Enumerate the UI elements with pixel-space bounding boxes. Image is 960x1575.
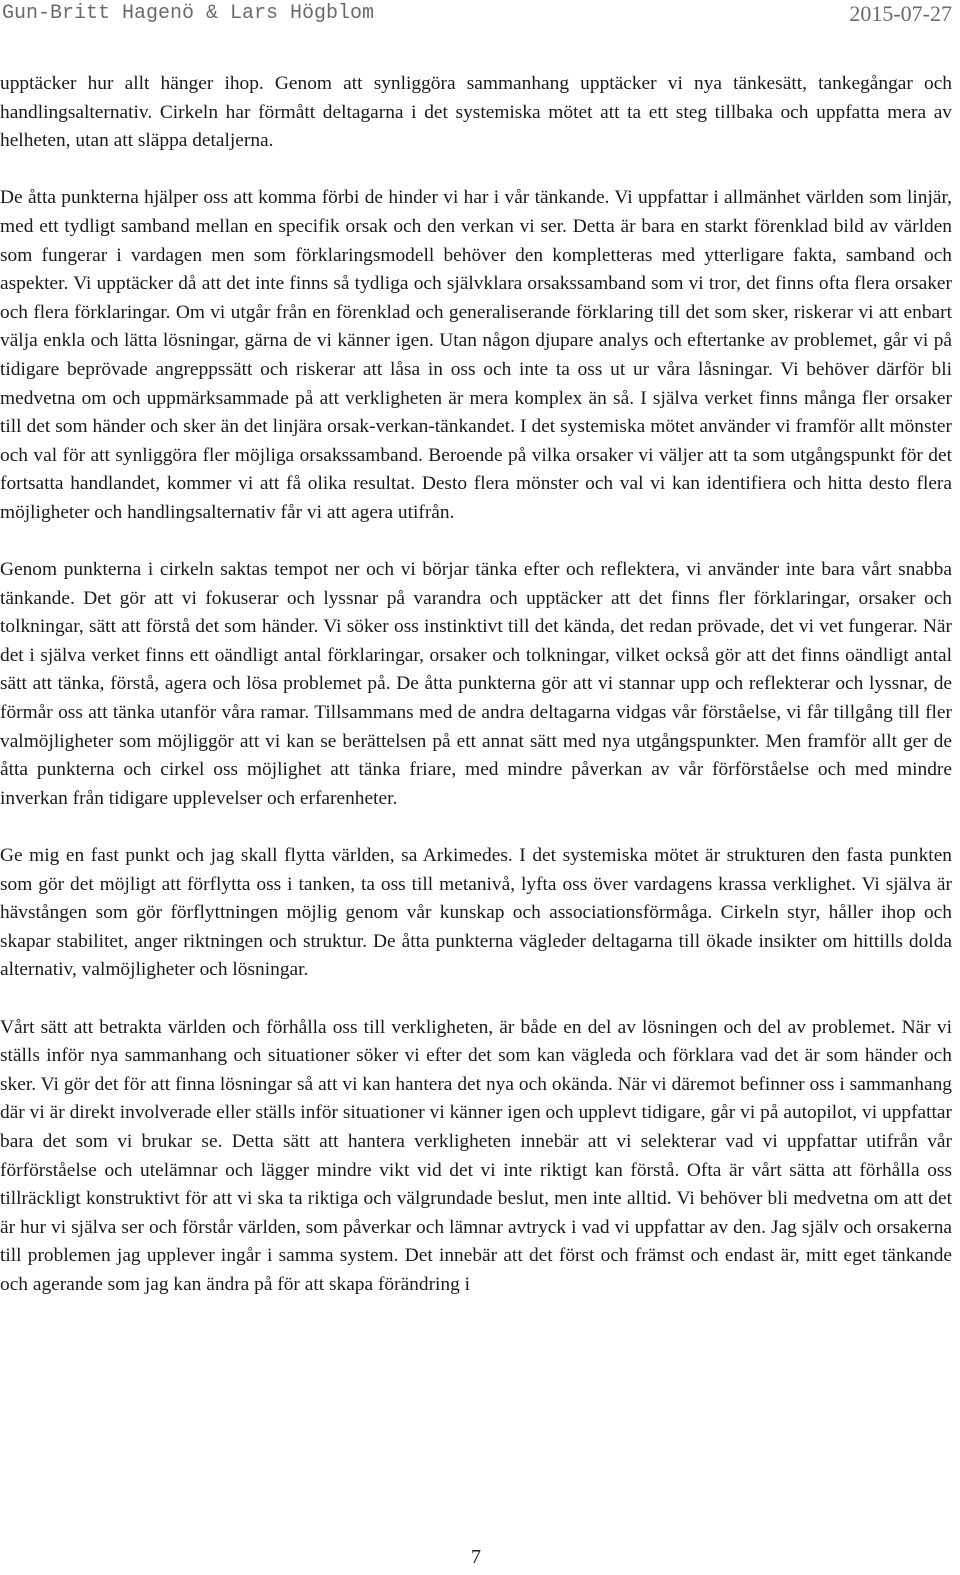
page-header xyxy=(0,0,960,30)
header-authors: Gun-Britt Hagenö & Lars Högblom xyxy=(2,2,375,25)
paragraph: Genom punkterna i cirkeln saktas tempot ner och vi börjar tänka efter och reflektera, vi använder inte bara vårt snabba tänkande. Det gör att vi fokuserar och lyssnar på varandra och upptäcker att det finns fler förklaringar, orsaker och tolkningar, sätt att förstå det som händer. Vi söker oss instinktivt till det kända, det redan prövade, det vi vet fungerar. När det i själva verket finns ett oändligt antal förklaringar, orsaker och tolkningar, vilket också gör att det finns oändligt antal sätt att tänka, förstå, agera och lösa problemet på. De åtta punkterna gör att vi stannar upp och reflekterar och lyssnar, de förmår oss att tänka utanför våra ramar. Tillsammans med de andra deltagarna vidgas vår förståelse, vi får tillgång till fler valmöjligheter som möjliggör att vi kan se berättelsen på ett annat sätt med nya utgångspunkter. Men framför allt ger de åtta punkterna och cirkel oss möjlighet att tänka friare, med mindre påverkan av vår förförståelse och med mindre inverkan från tidigare upplevelser och erfarenheter. xyxy=(0,559,952,809)
paragraph: Ge mig en fast punkt och jag skall flytta världen, sa Arkimedes. I det systemiska mötet är strukturen den fasta punkten som gör det möjligt att förflytta oss i tanken, ta oss till metanivå, lyfta oss över vardagens krassa verklighet. Vi själva är hävstången som gör förflyttningen möjlig genom vår kunskap och associationsförmåga. Cirkeln styr, håller ihop och skapar stabilitet, anger riktningen och struktur. De åtta punkterna vägleder deltagarna till ökade insikter om hittills dolda alternativ, valmöjligheter och lösningar. xyxy=(0,845,952,981)
paragraph: upptäcker hur allt hänger ihop. Genom att synliggöra sammanhang upptäcker vi nya tänkesätt, tankegångar och handlingsalternativ. Cirkeln har förmått deltagarna i det systemiska mötet att ta ett steg tillbaka och uppfatta mera av helheten, utan att släppa detaljerna. xyxy=(0,73,952,152)
paragraph: De åtta punkterna hjälper oss att komma förbi de hinder vi har i vår tänkande. Vi uppfattar i allmänhet världen som linjär, med ett tydligt samband mellan en specifik orsak och den verkan vi ser. Detta är bara en starkt förenklad bild av världen som fungerar i vardagen men som förklaringsmodell behöver den kompletteras med ytterligare fakta, samband och aspekter. Vi upptäcker då att det inte finns så tydliga och självklara orsakssamband som vi tror, det finns ofta flera orsaker och flera förklaringar. Om vi utgår från en förenklad och generaliserande förklaring till det som sker, riskerar vi att enbart välja enkla och lätta lösningar, gärna de vi känner igen. Utan någon djupare analys och eftertanke av problemet, går vi på tidigare beprövade angreppssätt och riskerar att låsa in oss och inte ta oss ut ur våra låsningar. Vi behöver därför bli medvetna om och uppmärksammade på att verkligheten är mera komplex än så. I själva verket finns många fler orsaker till det som händer och sker än det linjära orsak-verkan-tänkandet. I det systemiska mötet använder vi framför allt mönster och val för att synliggöra fler möjliga orsakssamband. Beroende på vilka orsaker vi väljer att ta som utgångspunkt för det fortsatta handlandet, kommer vi att få olika resultat. Desto flera mönster och val vi kan identifiera och hitta desto flera möjligheter och handlingsalternativ får vi att agera utifrån. xyxy=(0,187,952,523)
paragraph: Vårt sätt att betrakta världen och förhålla oss till verkligheten, är både en del av lösningen och del av problemet. När vi ställs inför nya sammanhang och situationer söker vi efter det som kan vägleda och förklara vad det är som händer och sker. Vi gör det för att finna lösningar så att vi kan hantera det nya och okända. När vi däremot befinner oss i sammanhang där vi är direkt involverade eller ställs inför situationer vi känner igen och upplevt tidigare, går vi på autopilot, vi uppfattar bara det som vi brukar se. Detta sätt att hantera verkligheten innebär att vi selekterar vad vi uppfattar utifrån vår förförståelse och utelämnar och lägger mindre vikt vid det vi inte riktigt kan förstå. Ofta är vårt sätta att förhålla oss tillräckligt konstruktivt för att vi ska ta riktiga och välgrundade beslut, men inte alltid. Vi behöver bli medvetna om att det är hur vi själva ser och förstår världen, som påverkar och lämnar avtryck i vad vi uppfattar av den. Jag själv och orsakerna till problemen jag upplever ingår i samma system. Det innebär att det först och främst och endast är, mitt eget tänkande och agerande som jag kan ändra på för att skapa förändring i xyxy=(0,1016,952,1295)
document-body xyxy=(0,70,952,1328)
page-number: 7 xyxy=(471,1546,481,1568)
header-date: 2015-07-27 xyxy=(849,1,952,26)
